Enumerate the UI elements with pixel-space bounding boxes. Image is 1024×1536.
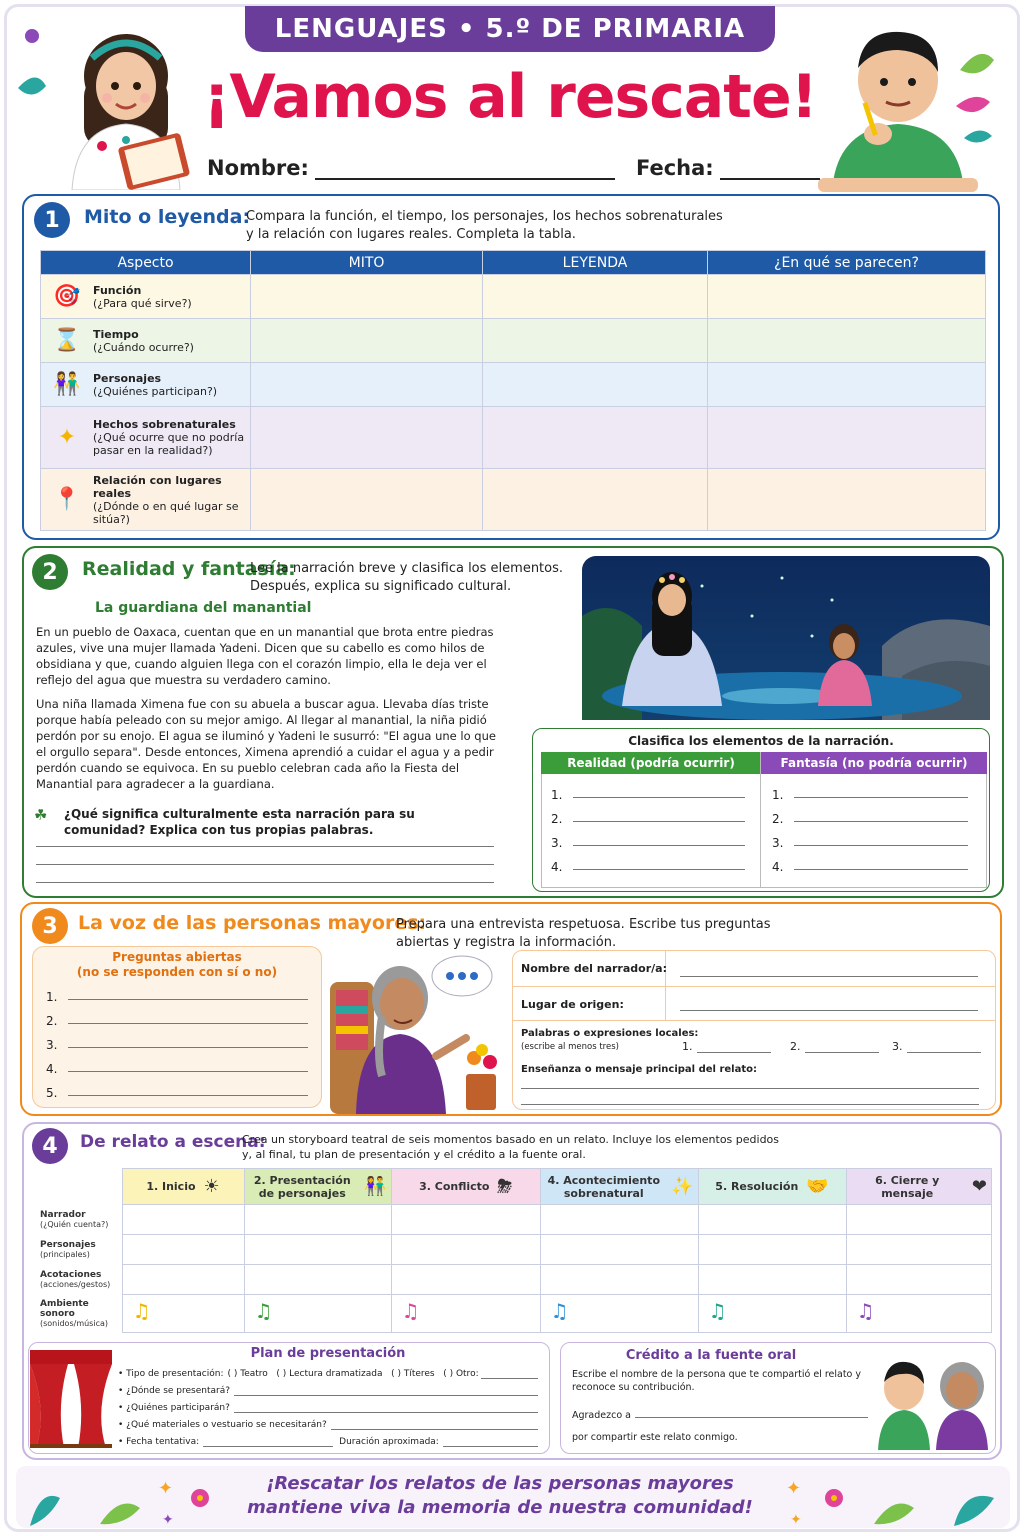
music-note-icon: ♫ [550, 1299, 569, 1323]
storyboard-column-header [846, 1169, 992, 1205]
storyboard-cell[interactable] [846, 1265, 992, 1295]
local-word-2[interactable] [790, 1040, 879, 1053]
item-number: 4. [772, 860, 784, 874]
instruction-line: abiertas y registra la información. [396, 935, 617, 950]
storyboard-cell[interactable] [391, 1235, 540, 1265]
fantasy-item[interactable] [772, 778, 968, 802]
plan-where-row[interactable]: • ¿Dónde se presentará? [118, 1383, 538, 1400]
culture-question: ¿Qué significa culturalmente esta narración para su comunidad? Explica con tus propias palabras. [64, 807, 415, 837]
aspect-cell [41, 407, 251, 469]
people-icon: 👫 [364, 1176, 387, 1197]
credit-title: Crédito a la fuente oral [625, 1348, 797, 1363]
reality-item[interactable] [551, 850, 745, 874]
column-label: 6. Cierre y mensaje [875, 1173, 940, 1200]
reality-list [551, 778, 745, 874]
storyboard-cell[interactable] [244, 1235, 391, 1265]
row-hint: (¿Quién cuenta?) [40, 1219, 109, 1229]
column-header: LEYENDA [483, 251, 708, 275]
lesson-line[interactable] [521, 1088, 979, 1089]
answer-cell[interactable] [708, 319, 986, 363]
item-number: 1. [46, 990, 58, 1004]
aspect-label: Personajes [93, 371, 162, 385]
story-paragraph: En un pueblo de Oaxaca, cuentan que en un manantial que brota entre piedras azules, vive una mujer llamada Yadeni. Dicen que su cabello es como hilos de obsidiana y que, cuando alguien llega con el corazón limpio, ella le deja ver el reflejo del agua que muestra su verdadero camino. [36, 625, 494, 687]
credit-thanks-row[interactable] [572, 1410, 868, 1421]
hourglass-icon: ⌛ [53, 328, 81, 353]
column-label: 4. Acontecimiento sobrenatural [547, 1173, 660, 1200]
aspect-label: Función [93, 283, 142, 297]
narrator-line[interactable] [680, 976, 978, 977]
row-hint: (acciones/gestos) [40, 1279, 111, 1289]
divider [665, 950, 666, 1020]
row-hint: (sonidos/música) [40, 1318, 108, 1328]
answer-cell[interactable] [251, 319, 483, 363]
item-number: 1. [551, 788, 563, 802]
plan-who-label: ¿Quiénes participarán? [126, 1403, 230, 1413]
item-number: 2. [790, 1040, 801, 1053]
storyboard-cell[interactable] [540, 1235, 698, 1265]
story-paragraph: Una niña llamada Ximena fue con su abuela a buscar agua. Llevaba días triste porque había peleado con su mejor amigo. Al llegar al manantial, la niña pidió perdón por su enojo. El agua se iluminó y Yadeni le susurró: "El agua une lo que el orgullo separa". Desde entonces, Ximena aprendió a cuidar el agua y a pedir perdón cuando se equivoca. En su pueblo celebran cada año la Fiesta del Manantial para agradecer a la guardiana. [36, 697, 496, 791]
aspect-hint: (¿Qué ocurre que no podría pasar en la realidad?) [93, 431, 245, 457]
story-title: La guardiana del manantial [95, 600, 312, 616]
column-label: 2. Presentación de personajes [253, 1173, 351, 1200]
handshake-icon: 🤝 [806, 1176, 829, 1197]
girl-reading-illustration [52, 18, 202, 190]
storyboard-cell[interactable] [244, 1295, 391, 1333]
section-title: Realidad y fantasía: [82, 558, 296, 580]
date-field[interactable] [636, 156, 820, 180]
answer-cell[interactable] [251, 407, 483, 469]
local-word-3[interactable] [892, 1040, 981, 1053]
question-item[interactable] [46, 1028, 308, 1052]
storyboard-column-header [391, 1169, 540, 1205]
narrator-label: Nombre del narrador/a: [521, 962, 667, 975]
row-label: Acotaciones [40, 1269, 102, 1280]
storyboard-column-header [540, 1169, 698, 1205]
divider [760, 752, 761, 888]
question-item[interactable] [46, 1052, 308, 1076]
row-label: Personajes [40, 1239, 96, 1250]
storyboard-cell[interactable] [540, 1295, 698, 1333]
plan-where-label: ¿Dónde se presentará? [126, 1386, 231, 1396]
storm-cloud-icon: ⛈ [497, 1176, 512, 1197]
storyboard-cell[interactable] [846, 1205, 992, 1235]
answer-line[interactable] [36, 882, 494, 883]
column-label: 1. Inicio [146, 1180, 196, 1193]
row-label: Ambiente sonoro [40, 1298, 89, 1319]
questions-list [46, 980, 308, 1100]
plan-list [118, 1366, 538, 1451]
column-label: 5. Resolución [715, 1180, 799, 1193]
instruction-line: Después, explica su significado cultural. [250, 579, 512, 594]
answer-cell[interactable] [708, 407, 986, 469]
plan-type-label: Tipo de presentación: [126, 1369, 224, 1379]
aspect-hint: (¿Cuándo ocurre?) [93, 340, 194, 354]
section-title: Mito o leyenda: [84, 206, 251, 228]
leaf-decoration-icon [12, 28, 52, 118]
reality-item[interactable] [551, 826, 745, 850]
credit-text: Escribe el nombre de la persona que te compartió el relato y reconoce su contribución. [572, 1369, 862, 1393]
answer-cell[interactable] [251, 363, 483, 407]
question-item[interactable] [46, 1004, 308, 1028]
svg-text:✦: ✦ [162, 1512, 174, 1528]
storyboard-cell[interactable] [540, 1265, 698, 1295]
plan-who-row[interactable]: • ¿Quiénes participarán? [118, 1400, 538, 1417]
myth-legend-table [40, 250, 986, 531]
storyboard-cell[interactable] [122, 1265, 244, 1295]
storyboard-cell[interactable] [122, 1295, 244, 1333]
storyboard-cell[interactable] [698, 1205, 846, 1235]
section-instruction [242, 1132, 779, 1162]
storyboard-cell[interactable] [122, 1205, 244, 1235]
music-note-icon: ♫ [132, 1299, 151, 1323]
instruction-line: y, al final, tu plan de presentación y el crédito a la fuente oral. [242, 1148, 586, 1161]
question-item[interactable] [46, 1076, 308, 1100]
sun-icon: ☀ [203, 1176, 220, 1197]
table-row [41, 469, 986, 531]
plan-date-row[interactable]: • Fecha tentativa: Duración aproximada: [118, 1434, 538, 1451]
section-number: 3 [32, 908, 68, 944]
item-number: 3. [551, 836, 563, 850]
divider [512, 986, 996, 987]
page-title: ¡Vamos al rescate! [202, 62, 818, 132]
section-title: La voz de las personas mayores: [78, 912, 427, 934]
item-number: 2. [46, 1014, 58, 1028]
column-label: 3. Conflicto [419, 1180, 490, 1193]
music-note-icon: ♫ [401, 1299, 420, 1323]
credit-end: por compartir este relato conmigo. [572, 1432, 738, 1443]
aspect-cell [41, 319, 251, 363]
section-number: 2 [32, 554, 68, 590]
item-number: 5. [46, 1086, 58, 1100]
aspect-hint: (¿Quiénes participan?) [93, 384, 218, 398]
question-item[interactable] [46, 980, 308, 1004]
section-instruction [250, 560, 563, 596]
questions-title: Preguntas abiertas [112, 950, 242, 964]
words-label: Palabras o expresiones locales: [521, 1028, 699, 1039]
date-label: Fecha: [636, 156, 714, 180]
storyboard-cell[interactable] [391, 1265, 540, 1295]
instruction-line: y la relación con lugares reales. Completa la tabla. [246, 227, 576, 242]
footer-line: mantiene viva la memoria de nuestra comunidad! [247, 1497, 753, 1518]
section-instruction [246, 208, 723, 244]
storyboard-cell[interactable] [244, 1265, 391, 1295]
row-label-cell [32, 1265, 122, 1295]
answer-cell[interactable] [483, 469, 708, 531]
storyboard-cell[interactable] [122, 1235, 244, 1265]
clover-icon: ☘ [34, 806, 48, 824]
table-row [41, 319, 986, 363]
fantasy-item[interactable] [772, 850, 968, 874]
storyboard-row [32, 1235, 992, 1265]
storyboard-cell[interactable] [846, 1235, 992, 1265]
reality-header: Realidad (podría ocurrir) [541, 752, 761, 774]
sparkle-icon: ✦ [57, 425, 77, 450]
flowers-decoration-icon [784, 1468, 1004, 1528]
answer-line[interactable] [36, 846, 494, 847]
divider [512, 1020, 996, 1021]
plan-title: Plan de presentación [250, 1346, 406, 1361]
item-number: 1. [772, 788, 784, 802]
people-icon: 👫 [53, 372, 81, 397]
local-word-1[interactable] [682, 1040, 771, 1053]
storyboard-cell[interactable] [244, 1205, 391, 1235]
storyboard-cell[interactable] [540, 1205, 698, 1235]
svg-text:✦: ✦ [786, 1478, 802, 1499]
reality-item[interactable] [551, 778, 745, 802]
lesson-line[interactable] [521, 1104, 979, 1105]
theater-curtain-icon [30, 1350, 112, 1448]
boy-and-grandmother-illustration [874, 1352, 992, 1450]
row-label-cell [32, 1235, 122, 1265]
section-title: De relato a escena: [80, 1132, 266, 1152]
subject-banner: LENGUAJES • 5.º DE PRIMARIA [245, 6, 775, 52]
footer-message [200, 1472, 800, 1520]
plan-date-label: Fecha tentativa: [126, 1437, 200, 1447]
date-line[interactable] [720, 160, 820, 180]
svg-text:✦: ✦ [158, 1478, 174, 1499]
sparkle-icon: ✨ [671, 1176, 694, 1197]
fantasy-header: Fantasía (no podría ocurrir) [761, 752, 987, 774]
storyboard-row [32, 1205, 992, 1235]
plan-materials-row[interactable]: • ¿Qué materiales o vestuario se necesitarán? [118, 1417, 538, 1434]
storyboard-cell[interactable] [698, 1295, 846, 1333]
open-questions-title [32, 950, 322, 980]
aspect-label: Tiempo [93, 327, 139, 341]
aspect-cell [41, 363, 251, 407]
storyboard-column-header [244, 1169, 391, 1205]
instruction-line: Prepara una entrevista respetuosa. Escribe tus preguntas [396, 917, 771, 932]
instruction-line: Lee la narración breve y clasifica los elementos. [250, 561, 564, 576]
aspect-label: Hechos sobrenaturales [93, 418, 236, 431]
storyboard-row [32, 1265, 992, 1295]
section-number: 1 [34, 202, 70, 238]
footer-line: ¡Rescatar los relatos de las personas mayores [266, 1473, 734, 1494]
words-hint: (escribe al menos tres) [521, 1042, 619, 1052]
storyboard-cell[interactable] [698, 1265, 846, 1295]
plan-type-row[interactable]: • Tipo de presentación: ( ) Teatro ( ) Lectura dramatizada ( ) Títeres ( ) Otro: [118, 1366, 538, 1383]
aspect-cell [41, 469, 251, 531]
flowers-decoration-icon [20, 1468, 220, 1528]
row-label-cell [32, 1295, 122, 1333]
answer-cell[interactable] [251, 275, 483, 319]
name-field[interactable] [207, 156, 615, 180]
fantasy-item[interactable] [772, 826, 968, 850]
item-number: 3. [892, 1040, 903, 1053]
answer-cell[interactable] [483, 363, 708, 407]
item-number: 3. [772, 836, 784, 850]
plan-materials-label: ¿Qué materiales o vestuario se necesitarán? [126, 1420, 327, 1430]
leaf-decoration-icon [950, 40, 1000, 150]
name-label: Nombre: [207, 156, 309, 180]
music-note-icon: ♫ [708, 1299, 727, 1323]
questions-subtitle: (no se responden con sí o no) [76, 965, 278, 979]
storyboard-column-header [698, 1169, 846, 1205]
column-header: ¿En qué se parecen? [708, 251, 986, 275]
storyboard-cell[interactable] [391, 1295, 540, 1333]
table-row [41, 275, 986, 319]
story-illustration [582, 556, 990, 720]
answer-line[interactable] [36, 864, 494, 865]
row-label: Narrador [40, 1209, 86, 1220]
answer-cell[interactable] [483, 275, 708, 319]
aspect-label: Relación con lugares reales [93, 473, 222, 500]
item-number: 4. [46, 1062, 58, 1076]
location-pin-icon: 📍 [53, 487, 81, 512]
classify-title: Clasifica los elementos de la narración. [628, 734, 894, 748]
section-number: 4 [32, 1128, 68, 1164]
storyboard-row [32, 1295, 992, 1333]
grandmother-storyteller-illustration [326, 946, 506, 1114]
svg-text:✦: ✦ [790, 1512, 802, 1528]
storyboard-cell[interactable] [846, 1295, 992, 1333]
target-icon: 🎯 [53, 284, 81, 309]
answer-cell[interactable] [251, 469, 483, 531]
instruction-line: Compara la función, el tiempo, los personajes, los hechos sobrenaturales [246, 209, 723, 224]
storyboard-cell[interactable] [698, 1235, 846, 1265]
item-number: 2. [551, 812, 563, 826]
instruction-line: Crea un storyboard teatral de seis momentos basado en un relato. Incluye los elementos pedidos [242, 1133, 780, 1146]
fantasy-item[interactable] [772, 802, 968, 826]
row-label-cell [32, 1205, 122, 1235]
aspect-hint: (¿Dónde o en qué lugar se sitúa?) [93, 499, 239, 526]
answer-cell[interactable] [483, 407, 708, 469]
column-header: Aspecto [41, 251, 251, 275]
item-number: 4. [551, 860, 563, 874]
item-number: 2. [772, 812, 784, 826]
column-header: MITO [251, 251, 483, 275]
item-number: 3. [46, 1038, 58, 1052]
table-row [41, 407, 986, 469]
answer-cell[interactable] [708, 363, 986, 407]
plan-duration-label: Duración aproximada: [339, 1437, 439, 1447]
table-row [41, 363, 986, 407]
credit-thanks-label: Agradezco a [572, 1410, 631, 1421]
origin-line[interactable] [680, 1010, 978, 1011]
reality-item[interactable] [551, 802, 745, 826]
answer-cell[interactable] [483, 319, 708, 363]
lesson-label: Enseñanza o mensaje principal del relato: [521, 1064, 757, 1075]
storyboard-cell[interactable] [391, 1205, 540, 1235]
origin-label: Lugar de origen: [521, 998, 624, 1011]
fantasy-list [772, 778, 968, 874]
plan-options: ( ) Teatro ( ) Lectura dramatizada ( ) Títeres ( ) Otro: [227, 1369, 479, 1379]
storyboard-table [32, 1168, 992, 1333]
row-hint: (principales) [40, 1249, 90, 1259]
answer-cell[interactable] [708, 275, 986, 319]
storyboard-column-header [122, 1169, 244, 1205]
heart-icon: ❤ [971, 1176, 987, 1197]
music-note-icon: ♫ [254, 1299, 273, 1323]
music-note-icon: ♫ [856, 1299, 875, 1323]
item-number: 1. [682, 1040, 693, 1053]
name-line[interactable] [315, 160, 615, 180]
answer-cell[interactable] [708, 469, 986, 531]
aspect-hint: (¿Para qué sirve?) [93, 296, 192, 310]
aspect-cell [41, 275, 251, 319]
